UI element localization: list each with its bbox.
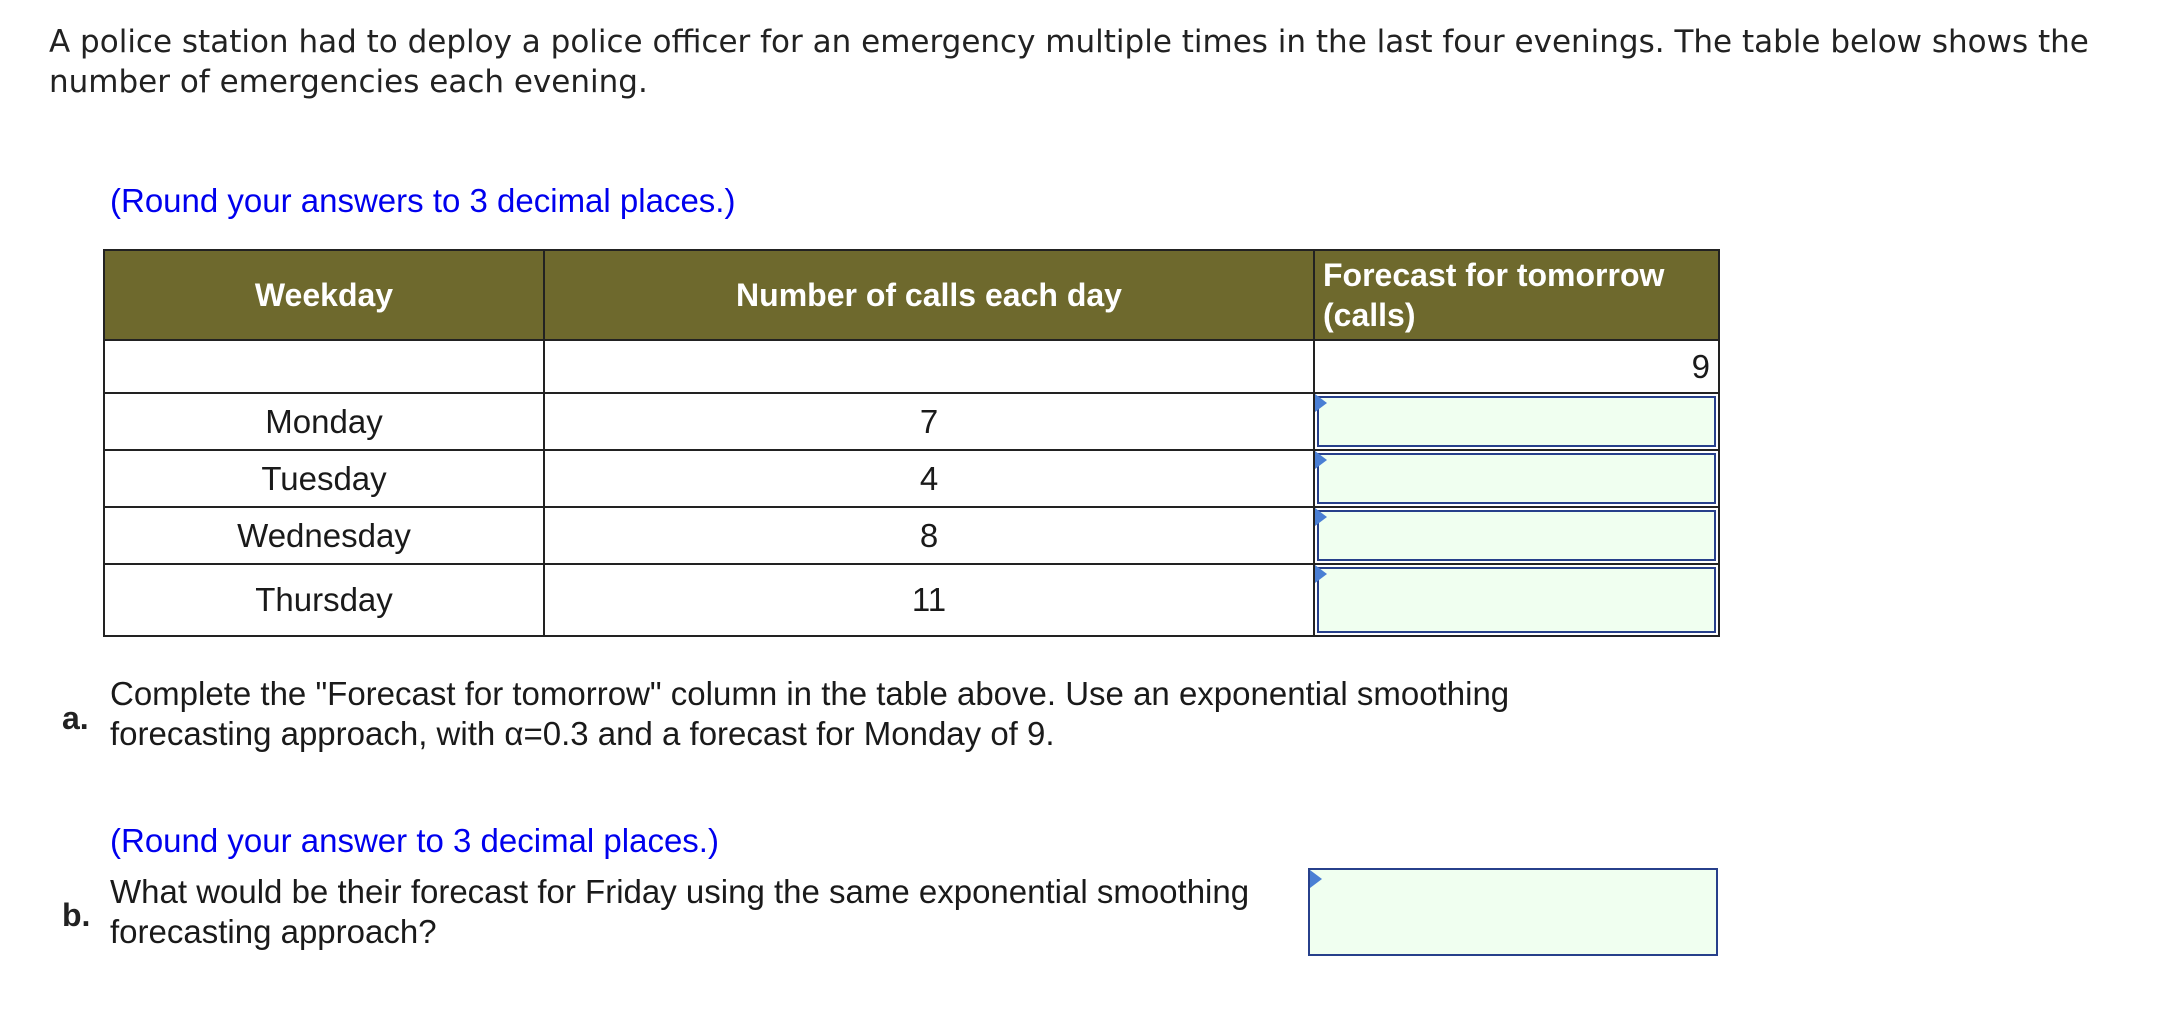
table-row	[104, 564, 1719, 636]
part-a-question: Complete the "Forecast for tomorrow" column in the table above. Use an exponential smoothing forecasting approach, with α=0.3 and a forecast for Monday of 9.	[110, 675, 1510, 752]
forecast-input-wednesday[interactable]	[1317, 510, 1716, 561]
initial-weekday-cell	[104, 340, 544, 393]
input-marker-icon	[1315, 451, 1327, 469]
round-note-a: (Round your answers to 3 decimal places.)	[110, 182, 736, 219]
weekday-cell: Wednesday	[104, 507, 544, 564]
calls-cell: 4	[544, 450, 1314, 507]
part-a-label: a.	[62, 700, 89, 736]
forecast-cell	[1314, 450, 1719, 507]
calls-cell: 11	[544, 564, 1314, 636]
forecast-input-thursday[interactable]	[1317, 567, 1716, 633]
table-header-row	[104, 250, 1719, 340]
weekday-cell: Thursday	[104, 564, 544, 636]
table-row	[104, 507, 1719, 564]
forecast-input-monday[interactable]	[1317, 396, 1716, 447]
weekday-cell: Tuesday	[104, 450, 544, 507]
forecast-input-tuesday[interactable]	[1317, 453, 1716, 504]
part-b-label: b.	[62, 897, 91, 933]
table-row	[104, 450, 1719, 507]
part-b-question: What would be their forecast for Friday using the same exponential smoothing forecasting approach?	[110, 873, 1250, 950]
calls-cell: 7	[544, 393, 1314, 450]
header-forecast: Forecast for tomorrow (calls)	[1314, 250, 1719, 340]
problem-intro: A police station had to deploy a police officer for an emergency multiple times in the last four evenings. The table below shows the number of emergencies each evening.	[49, 24, 2089, 100]
forecast-cell	[1314, 393, 1719, 450]
friday-forecast-input[interactable]	[1308, 868, 1718, 956]
header-weekday: Weekday	[104, 250, 544, 340]
round-note-b: (Round your answer to 3 decimal places.)	[110, 822, 719, 859]
forecast-cell	[1314, 507, 1719, 564]
calls-cell: 8	[544, 507, 1314, 564]
forecast-cell	[1314, 564, 1719, 636]
initial-forecast-value: 9	[1314, 340, 1719, 393]
table-row	[104, 393, 1719, 450]
input-marker-icon	[1315, 508, 1327, 526]
header-calls: Number of calls each day	[544, 250, 1314, 340]
initial-calls-cell	[544, 340, 1314, 393]
table-row-initial	[104, 340, 1719, 393]
input-marker-icon	[1310, 870, 1322, 888]
forecast-table	[103, 249, 1720, 637]
input-marker-icon	[1315, 565, 1327, 583]
input-marker-icon	[1315, 394, 1327, 412]
weekday-cell: Monday	[104, 393, 544, 450]
